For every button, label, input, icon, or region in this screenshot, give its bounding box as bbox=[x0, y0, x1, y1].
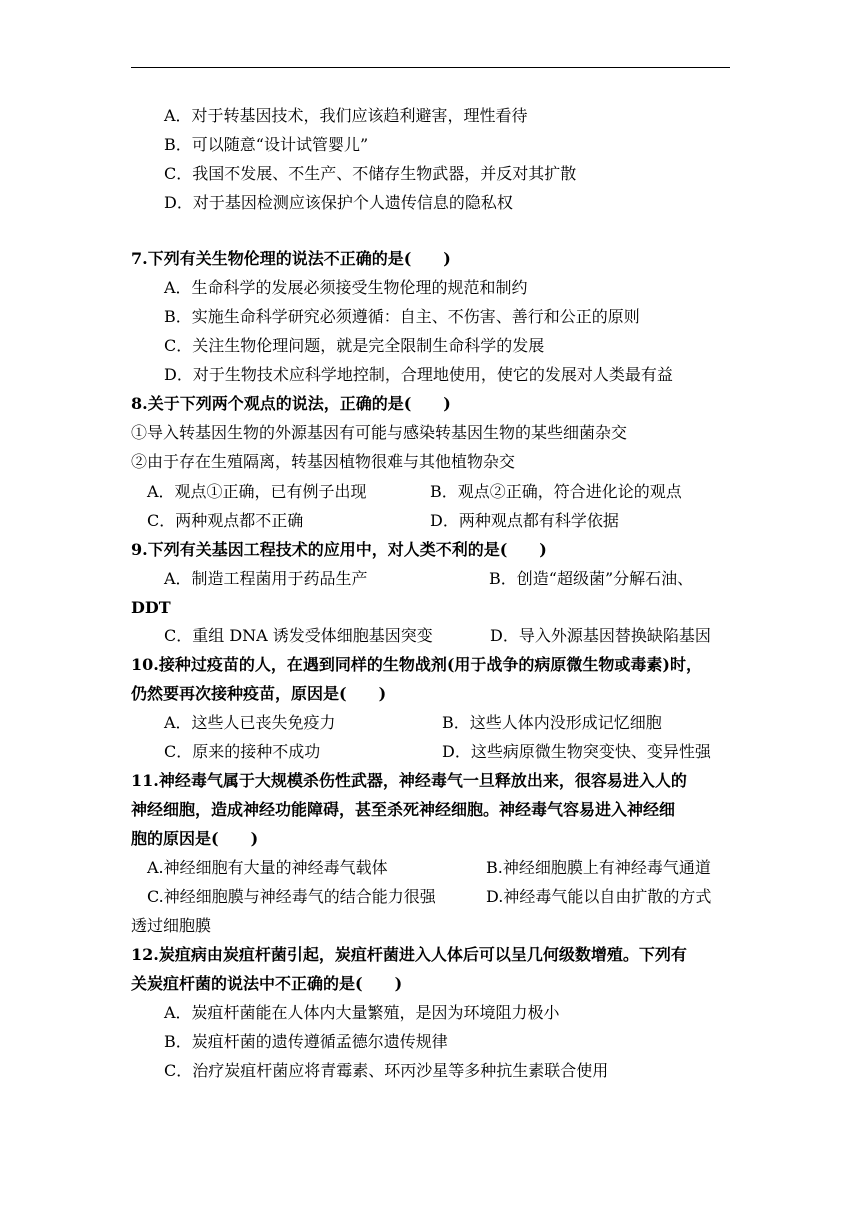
question-12-line-2: 关炭疽杆菌的说法中不正确的是( ) bbox=[131, 974, 403, 993]
option-10d: D．这些病原微生物突变快、变异性强 bbox=[442, 742, 711, 761]
option-9b-continued: DDT bbox=[131, 598, 171, 617]
statement-8-2: ②由于存在生殖隔离，转基因植物很难与其他植物杂交 bbox=[131, 452, 516, 471]
question-11-line-1: 11.神经毒气属于大规模杀伤性武器，神经毒气一旦释放出来，很容易进入人的 bbox=[131, 771, 687, 790]
option-9a: A．制造工程菌用于药品生产 bbox=[164, 569, 368, 588]
option-7a: A．生命科学的发展必须接受生物伦理的规范和制约 bbox=[164, 278, 528, 297]
question-11-line-3: 胞的原因是( ) bbox=[131, 829, 259, 848]
question-8: 8.关于下列两个观点的说法，正确的是( ) bbox=[131, 394, 451, 413]
option-8a: A．观点①正确，已有例子出现 bbox=[147, 482, 367, 501]
option-10c: C．原来的接种不成功 bbox=[164, 742, 321, 761]
option-8c: C．两种观点都不正确 bbox=[147, 511, 304, 530]
option-12a: A．炭疽杆菌能在人体内大量繁殖，是因为环境阻力极小 bbox=[164, 1003, 560, 1022]
option-12c: C．治疗炭疽杆菌应将青霉素、环丙沙星等多种抗生素联合使用 bbox=[164, 1061, 609, 1080]
option-11b: B.神经细胞膜上有神经毒气通道 bbox=[486, 858, 711, 877]
option-11d: D.神经毒气能以自由扩散的方式 bbox=[486, 887, 712, 906]
option-9d: D．导入外源基因替换缺陷基因 bbox=[490, 626, 711, 645]
option-7b: B．实施生命科学研究必须遵循：自主、不伤害、善行和公正的原则 bbox=[164, 307, 640, 326]
question-10-line-1: 10.接种过疫苗的人，在遇到同样的生物战剂(用于战争的病原微生物或毒素)时， bbox=[131, 655, 702, 674]
option-8b: B．观点②正确，符合进化论的观点 bbox=[430, 482, 682, 501]
option-6c: C．我国不发展、不生产、不储存生物武器，并反对其扩散 bbox=[164, 164, 577, 183]
option-10b: B．这些人体内没形成记忆细胞 bbox=[442, 713, 662, 732]
question-11-line-2: 神经细胞，造成神经功能障碍，甚至杀死神经细胞。神经毒气容易进入神经细 bbox=[131, 800, 676, 819]
option-11a: A.神经细胞有大量的神经毒气载体 bbox=[147, 858, 388, 877]
question-9: 9.下列有关基因工程技术的应用中，对人类不利的是( ) bbox=[131, 540, 547, 559]
option-7d: D．对于生物技术应科学地控制，合理地使用，使它的发展对人类最有益 bbox=[164, 365, 673, 384]
option-12b: B．炭疽杆菌的遗传遵循孟德尔遗传规律 bbox=[164, 1032, 448, 1051]
question-7: 7.下列有关生物伦理的说法不正确的是( ) bbox=[131, 249, 451, 268]
header-rule bbox=[131, 67, 730, 68]
option-9c: C．重组 DNA 诱发受体细胞基因突变 bbox=[164, 626, 433, 645]
option-9b: B．创造“超级菌”分解石油、 bbox=[489, 569, 694, 588]
option-6b: B．可以随意“设计试管婴儿” bbox=[164, 135, 369, 154]
option-6d: D．对于基因检测应该保护个人遗传信息的隐私权 bbox=[164, 193, 513, 212]
question-10-line-2: 仍然要再次接种疫苗，原因是( ) bbox=[131, 684, 387, 703]
option-11d-continued: 透过细胞膜 bbox=[131, 916, 212, 935]
option-8d: D．两种观点都有科学依据 bbox=[430, 511, 619, 530]
statement-8-1: ①导入转基因生物的外源基因有可能与感染转基因生物的某些细菌杂交 bbox=[131, 423, 628, 442]
option-7c: C．关注生物伦理问题，就是完全限制生命科学的发展 bbox=[164, 336, 545, 355]
option-6a: A．对于转基因技术，我们应该趋利避害，理性看待 bbox=[164, 106, 528, 125]
question-12-line-1: 12.炭疽病由炭疽杆菌引起，炭疽杆菌进入人体后可以呈几何级数增殖。下列有 bbox=[131, 945, 687, 964]
option-10a: A．这些人已丧失免疫力 bbox=[164, 713, 336, 732]
option-11c: C.神经细胞膜与神经毒气的结合能力很强 bbox=[147, 887, 436, 906]
